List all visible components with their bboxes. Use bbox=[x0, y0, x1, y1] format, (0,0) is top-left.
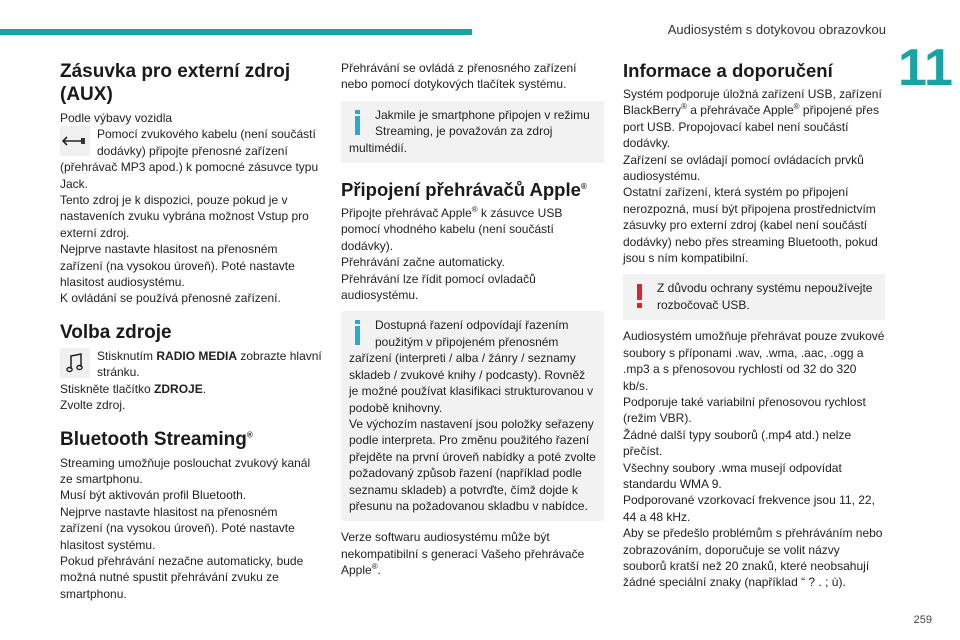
info-p4: Audiosystém umožňuje přehrávat pouze zvukové soubory s příponami .wav, .wma, .aac, .ogg a .mp3 a s přenosovou rychlostí od 32 do 320 kb/s. bbox=[623, 329, 885, 393]
radio-media-label: RADIO MEDIA bbox=[156, 348, 238, 363]
jack-plug-icon bbox=[60, 126, 90, 156]
bt-p3: Nejprve nastavte hlasitost na přenosném zařízení (na vysokou úroveň). Poté nastavte hlasitost systému. bbox=[60, 504, 295, 552]
info-p6: Žádné další typy souborů (.mp4 atd.) nelze přečíst. bbox=[623, 427, 852, 459]
warning-note-usb-hub: Z důvodu ochrany systému nepoužívejte rozbočovač USB. bbox=[623, 274, 885, 320]
chapter-number: 11 bbox=[898, 39, 953, 97]
apple-p2: Přehrávání začne automaticky. bbox=[341, 255, 505, 270]
info-icon bbox=[349, 317, 367, 347]
apple-compat-text: Verze softwaru audiosystému může být nekompatibilní s generací Vašeho přehrávače Apple®. bbox=[341, 530, 585, 578]
header-title: Audiosystém s dotykovou obrazovkou bbox=[667, 22, 886, 37]
apple-title: Připojení přehrávačů Apple® bbox=[341, 179, 587, 201]
page-number: 259 bbox=[913, 614, 932, 626]
aux-title: Zásuvka pro externí zdroj (AUX) bbox=[60, 61, 291, 105]
info-note-sorting: Dostupná řazení odpovídají řazením použitým v připojeném přenosném zařízení (interpreti / alba / žánry / seznamy skladeb / zvukové knihy / podcasty). Rovněž je možné používat klasifikaci strukturovanou v podobě knihovny. Ve výchozím nastavení jsou položky seřazeny podle interpreta. Pro změnu použitého řazení přejděte na první úroveň nabídky a poté zvolte požadovaný způsob řazení (například podle seznamu skladeb) a potvrďte, čímž dojde k přesunu na požadovanou skladbu v nabídce. bbox=[341, 311, 604, 521]
zdroje-label: ZDROJE bbox=[154, 381, 203, 396]
bt-p4: Pokud přehrávání nezačne automaticky, bude možná nutné spustit přehrávání zvuku ze smartphonu. bbox=[60, 553, 304, 601]
info-p8: Podporované vzorkovací frekvence jsou 11, 22, 44 a 48 kHz. bbox=[623, 493, 875, 524]
info-icon bbox=[349, 107, 367, 137]
header-accent-bar bbox=[0, 29, 472, 35]
playback-control-text: Přehrávání se ovládá z přenosného zařízení nebo pomocí dotykových tlačítek systému. bbox=[341, 61, 577, 92]
bt-title: Bluetooth Streaming® bbox=[60, 428, 253, 450]
column-1 bbox=[60, 60, 322, 602]
source-step-3: Zvolte zdroj. bbox=[60, 398, 126, 413]
info-p3: Ostatní zařízení, která systém po připojení nerozpozná, musí být připojena prostřednictvím zásuvky pro externí zdroj (kabel není součástí dodávky) nebo přes streaming Bluetooth, pokud jsou s ním kompatibilní. bbox=[623, 185, 878, 266]
info-p2: Zařízení se ovládají pomocí ovládacích prvků audiosystému. bbox=[623, 152, 864, 184]
info-p1: Systém podporuje úložná zařízení USB, zařízení BlackBerry® a přehrávače Apple® připojené přes port USB. Propojovací kabel není součástí dodávky. bbox=[623, 87, 882, 151]
aux-p1: Podle výbavy vozidla bbox=[60, 111, 173, 125]
source-title: Volba zdroje bbox=[60, 321, 172, 343]
bt-p2: Musí být aktivován profil Bluetooth. bbox=[60, 488, 247, 503]
aux-p5: K ovládání se používá přenosné zařízení. bbox=[60, 291, 281, 306]
column-3 bbox=[623, 60, 885, 591]
apple-p3: Přehrávání lze řídit pomocí ovladačů audiosystému. bbox=[341, 271, 536, 303]
aux-icon-row bbox=[60, 126, 322, 159]
source-step-2: Stiskněte tlačítko ZDROJE. bbox=[60, 381, 207, 396]
aux-p4: Nejprve nastavte hlasitost na přenosném zařízení (na vysokou úroveň). Poté nastavte hlasitost audiosystému. bbox=[60, 242, 295, 290]
source-icon-row bbox=[60, 348, 322, 381]
aux-p2: (přehrávač MP3 apod.) k pomocné zásuvce typu Jack. bbox=[60, 160, 319, 191]
info-p5: Podporuje také variabilní přenosovou rychlost (režim VBR). bbox=[623, 394, 866, 426]
aux-p3: Tento zdroj je k dispozici, pouze pokud je v nastaveních zvuku vybrána možnost Vstup pro externí zdroj. bbox=[60, 193, 309, 240]
info-title: Informace a doporučení bbox=[623, 60, 833, 81]
music-note-icon bbox=[60, 348, 90, 378]
bt-p1: Streaming umožňuje poslouchat zvukový kanál ze smartphonu. bbox=[60, 455, 311, 486]
info-p7: Všechny soubory .wma musejí odpovídat standardu WMA 9. bbox=[623, 460, 842, 491]
aux-icon-text: Pomocí zvukového kabelu (není součástí dodávky) připojte přenosné zařízení bbox=[97, 127, 316, 158]
info-note-streaming: Jakmile je smartphone připojen v režimu Streaming, je považován za zdroj multimédií. bbox=[341, 101, 604, 163]
column-2 bbox=[341, 60, 604, 579]
apple-p1: Připojte přehrávač Apple® k zásuvce USB pomocí vhodného kabelu (není součástí dodávky). bbox=[341, 205, 563, 253]
warning-icon bbox=[631, 280, 649, 310]
source-step-1: Stisknutím RADIO MEDIA zobrazte hlavní stránku. bbox=[97, 348, 322, 380]
info-p9: Aby se předešlo problémům s přehráváním nebo zobrazováním, doporučuje se volit názvy souborů kratší než 20 znaků, které neobsahují žádné speciální znaky (například “ ? . ; ù). bbox=[623, 526, 883, 590]
